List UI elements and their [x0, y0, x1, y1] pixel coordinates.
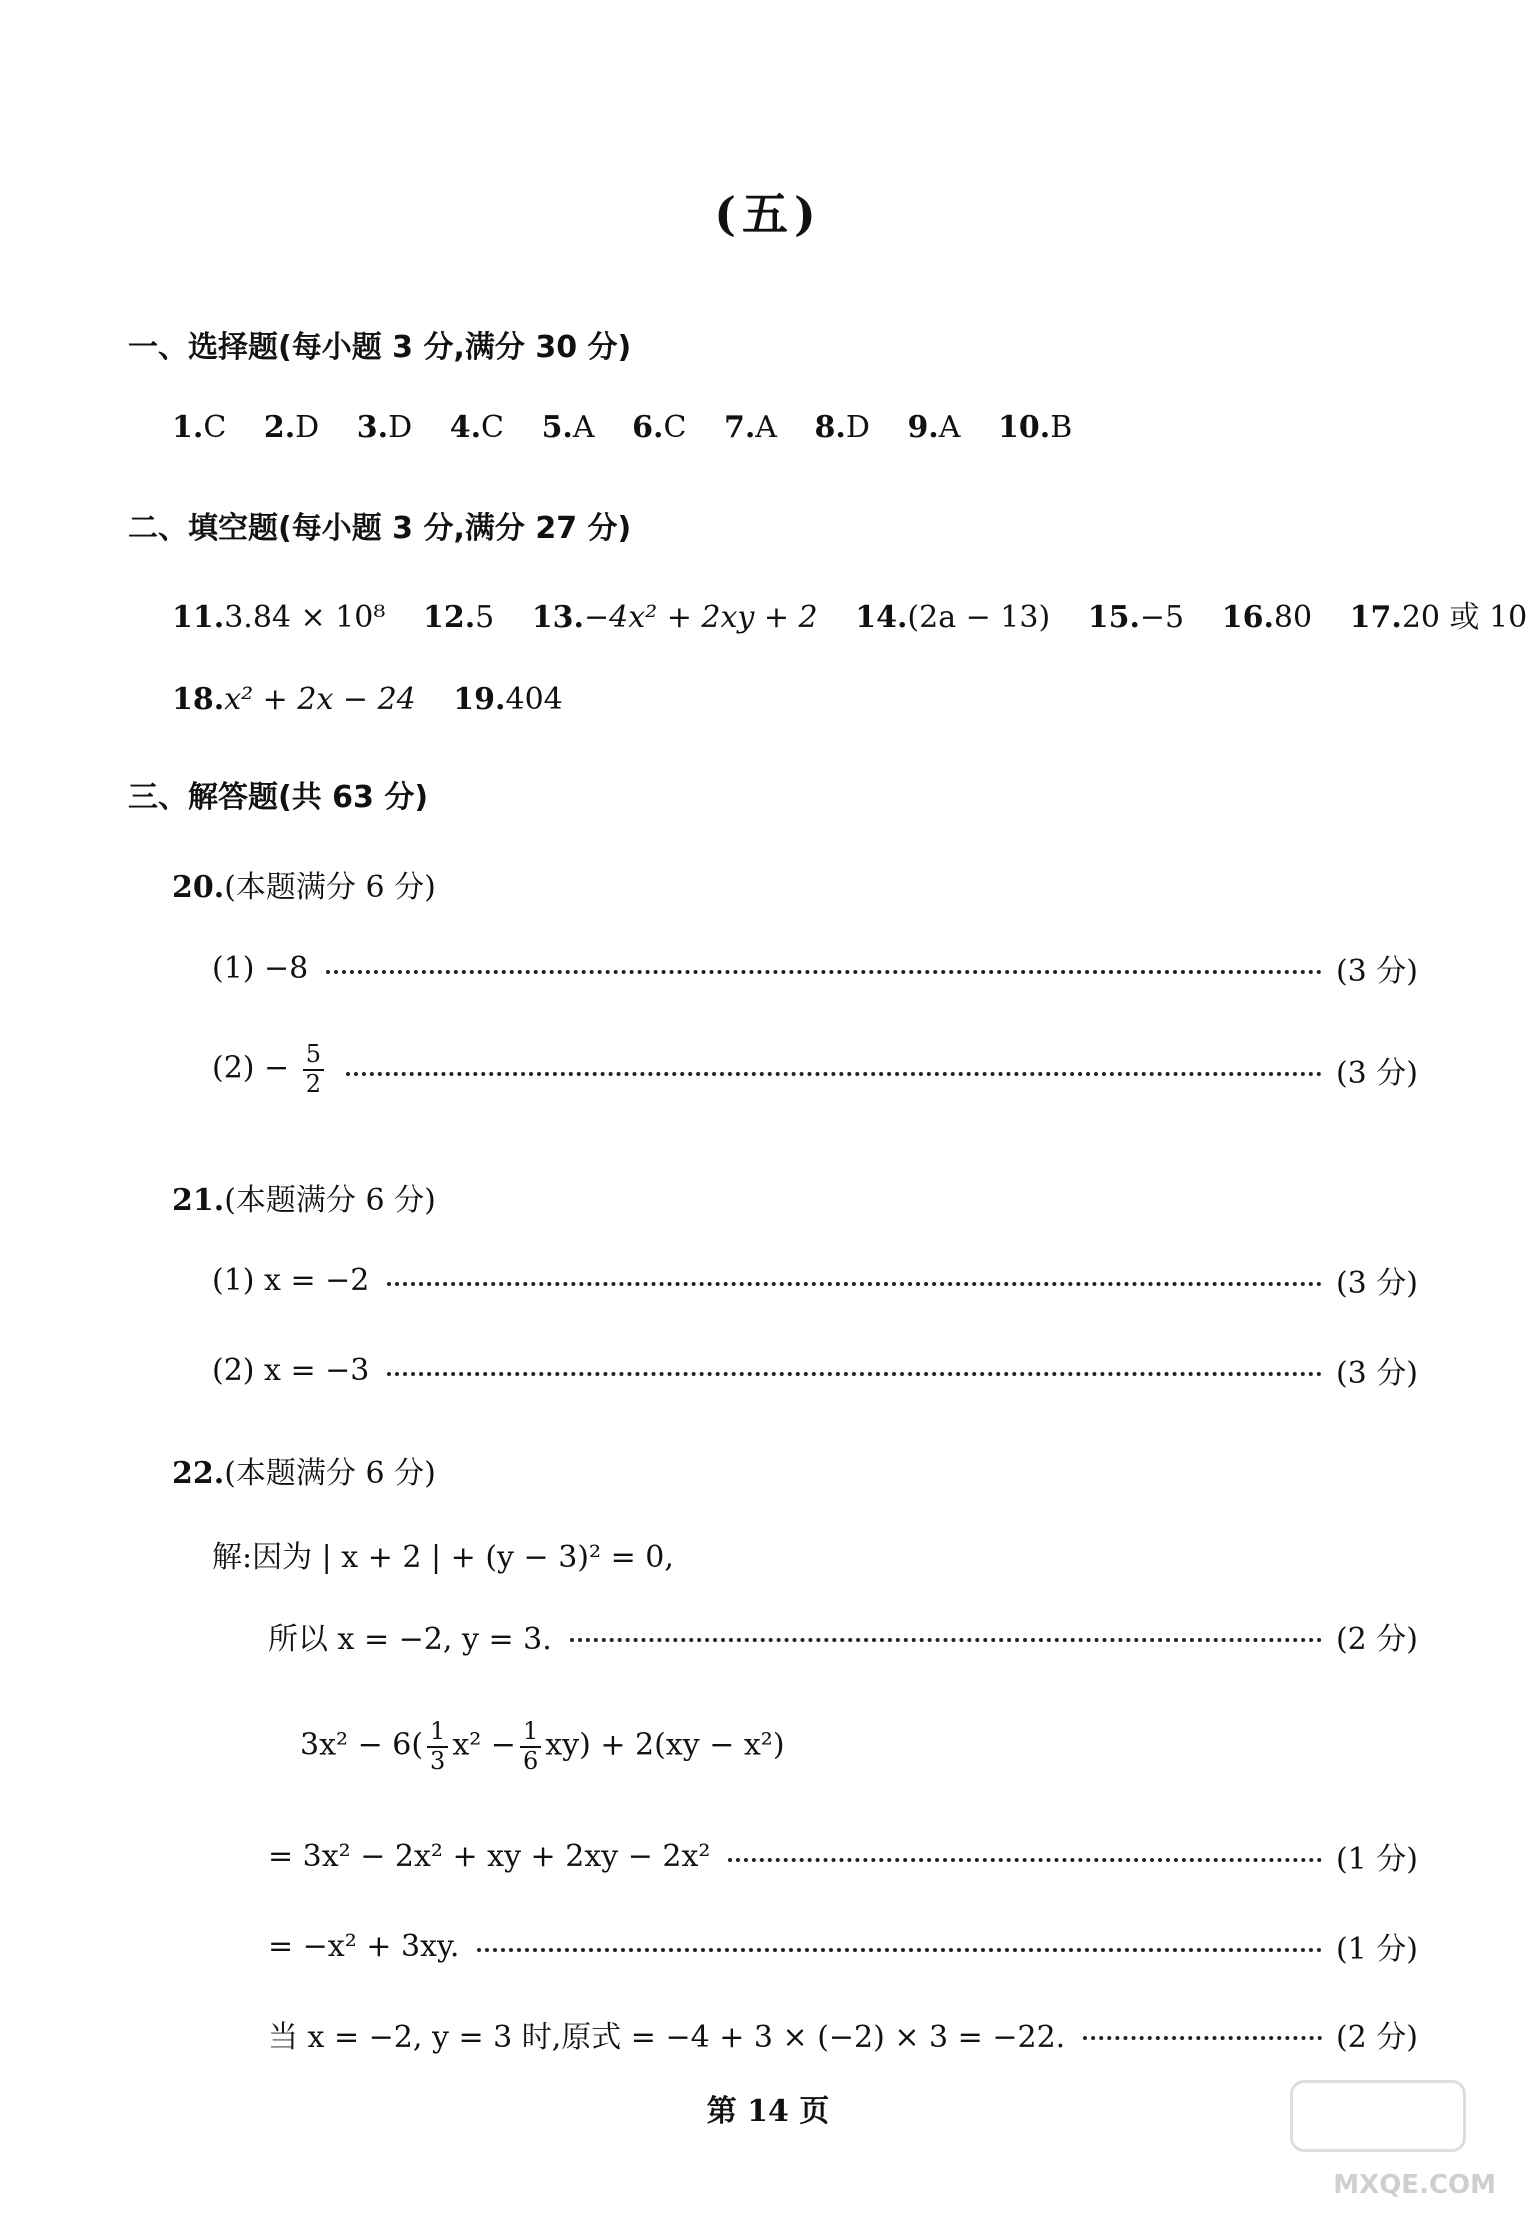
question-20-header: 20.(本题满分 6 分) [172, 870, 436, 905]
q22-step1-row [268, 1612, 1418, 1660]
leader-dots [728, 1858, 1322, 1862]
answer-item: 6.C [632, 410, 687, 445]
answer-item: 17.20 或 10 [1349, 600, 1528, 635]
q21-part2-answer: (2) x = −3 [212, 1352, 370, 1388]
q22-solve-intro: 解:因为 | x + 2 | + (y − 3)² = 0, [212, 1540, 674, 1575]
q22-step2-score: (1 分) [1335, 1842, 1418, 1877]
answer-item: 11.3.84 × 10⁸ [172, 600, 386, 635]
answer-item: 16.80 [1221, 600, 1313, 635]
q22-step4: 当 x = −2, y = 3 时,原式 = −4 + 3 × (−2) × 3 = −22. [268, 2020, 1066, 2055]
answer-item: 12.5 [422, 600, 495, 635]
q20-part2-row [212, 1040, 1418, 1098]
answer-item: 5.A [541, 410, 595, 445]
answer-item: 10.B [997, 410, 1073, 445]
fraction: $\frac{1}{3}$ [427, 1718, 448, 1775]
q20-part2-score: (3 分) [1335, 1056, 1418, 1091]
leader-dots [346, 1072, 1322, 1076]
page-number: 第 14 页 [706, 2094, 830, 2129]
q21-part1-row [212, 1256, 1418, 1304]
q22-step3: = −x² + 3xy. [268, 1928, 460, 1964]
q20-part2-answer: (2) − $\frac{5}{2}$ [212, 1041, 342, 1098]
answer-item: 13.−4x² + 2xy + 2 [531, 600, 818, 635]
q21-part2-score: (3 分) [1335, 1356, 1418, 1391]
answer-item: 18.x² + 2x − 24 [172, 682, 416, 717]
q22-step3-score: (1 分) [1335, 1932, 1418, 1967]
answer-item: 7.A [723, 410, 777, 445]
q22-step4-score: (2 分) [1335, 2020, 1418, 2055]
answer-item: 15.−5 [1087, 600, 1185, 635]
page-title: (五) [714, 187, 822, 241]
fill-answers-line1 [172, 592, 1536, 636]
answer-item: 9.A [907, 410, 961, 445]
fill-answers-line2 [172, 682, 591, 717]
q20-part1-answer: (1) −8 [212, 950, 309, 986]
answer-item: 4.C [449, 410, 505, 445]
answer-item: 8.D [814, 410, 870, 445]
question-22-header: 22.(本题满分 6 分) [172, 1456, 436, 1491]
q22-step4-row [268, 2010, 1418, 2058]
question-21-header: 21.(本题满分 6 分) [172, 1183, 436, 1218]
q22-step1-score: (2 分) [1335, 1622, 1418, 1657]
watermark-logo [1290, 2080, 1466, 2152]
q22-step3-row [268, 1922, 1418, 1970]
answer-item: 19.404 [453, 682, 563, 717]
q21-part1-score: (3 分) [1335, 1266, 1418, 1301]
fraction: $\frac{5}{2}$ [303, 1041, 324, 1098]
q20-part1-row [212, 944, 1418, 992]
answer-item: 3.D [356, 410, 413, 445]
section-heading-choice: 一、选择题(每小题 3 分,满分 30 分) [128, 330, 632, 365]
choice-answers [172, 410, 1100, 445]
answer-item: 2.D [263, 410, 320, 445]
q21-part1-answer: (1) x = −2 [212, 1262, 370, 1298]
q22-step2-row [268, 1832, 1418, 1880]
fraction: $\frac{1}{6}$ [520, 1718, 541, 1775]
q21-part2-row [212, 1346, 1418, 1394]
leader-dots [387, 1282, 1322, 1286]
leader-dots [326, 970, 1322, 974]
q22-expression: 3x² − 6( $\frac{1}{3}$ x² − $\frac{1}{6}$ xy) + 2(xy − x²) [300, 1717, 785, 1775]
leader-dots [477, 1948, 1321, 1952]
leader-dots [570, 1638, 1322, 1642]
watermark-text: MXQE.COM [1333, 2170, 1496, 2200]
q22-step2: = 3x² − 2x² + xy + 2xy − 2x² [268, 1838, 711, 1874]
section-heading-solve: 三、解答题(共 63 分) [128, 780, 429, 815]
q20-part1-score: (3 分) [1335, 954, 1418, 989]
leader-dots [387, 1372, 1322, 1376]
q22-step1: 所以 x = −2, y = 3. [268, 1622, 552, 1657]
section-heading-fill: 二、填空题(每小题 3 分,满分 27 分) [128, 511, 632, 546]
answer-item: 14.(2a − 13) [855, 600, 1051, 635]
leader-dots [1083, 2036, 1322, 2040]
answer-item: 1.C [172, 410, 227, 445]
